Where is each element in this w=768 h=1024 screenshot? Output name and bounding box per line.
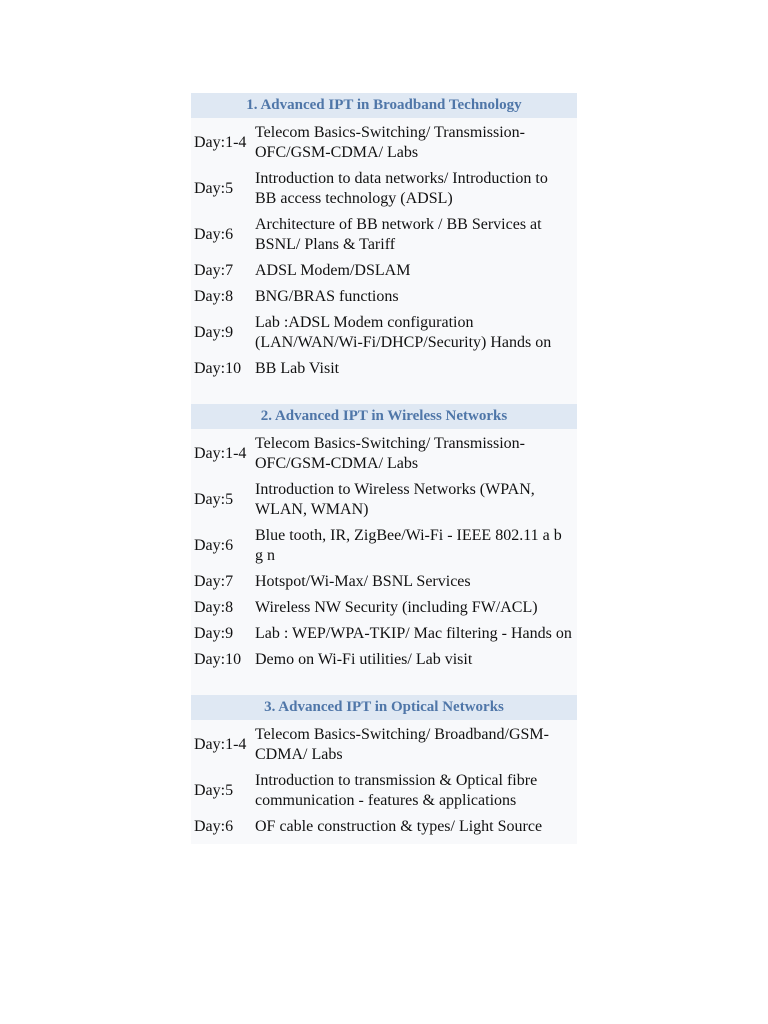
topic-text: Introduction to transmission & Optical fibre communication - features & applications: [255, 772, 538, 809]
topic-text: Lab :ADSL Modem configuration (LAN/WAN/Wi-Fi/DHCP/Security) Hands on: [255, 314, 552, 351]
topic-text: Hotspot/Wi-Max/ BSNL Services: [255, 573, 471, 590]
table-row: [191, 120, 577, 166]
table-row: [191, 569, 577, 595]
table-row: [191, 523, 577, 569]
section-wireless: [191, 404, 577, 695]
topic-text: Telecom Basics-Switching/ Broadband/GSM-CDMA/ Labs: [255, 726, 549, 763]
course-schedule-document: [191, 93, 577, 844]
day-label: Day:1-4: [194, 445, 247, 462]
schedule-table: [191, 720, 577, 844]
topic-text: Wireless NW Security (including FW/ACL): [255, 599, 538, 616]
table-row: [191, 258, 577, 284]
topic-text: OF cable construction & types/ Light Source: [255, 818, 543, 835]
day-label: Day:7: [194, 262, 234, 279]
section-title: 3. Advanced IPT in Optical Networks: [191, 695, 577, 720]
topic-text: Lab : WEP/WPA-TKIP/ Mac filtering - Hands on: [255, 625, 572, 642]
day-label: Day:6: [194, 537, 234, 554]
table-row: [191, 814, 577, 840]
day-label: Day:7: [194, 573, 234, 590]
table-row: [191, 595, 577, 621]
day-label: Day:5: [194, 491, 234, 508]
table-row: [191, 310, 577, 356]
day-label: Day:10: [194, 360, 242, 377]
day-label: Day:6: [194, 226, 234, 243]
table-row: [191, 356, 577, 382]
topic-text: ADSL Modem/DSLAM: [255, 262, 411, 279]
schedule-table: [191, 118, 577, 404]
topic-text: BB Lab Visit: [255, 360, 340, 377]
day-label: Day:1-4: [194, 134, 247, 151]
topic-text: BNG/BRAS functions: [255, 288, 399, 305]
topic-text: Telecom Basics-Switching/ Transmission-OFC/GSM-CDMA/ Labs: [255, 124, 525, 161]
table-row: [191, 768, 577, 814]
day-label: Day:5: [194, 782, 234, 799]
table-row: [191, 647, 577, 673]
topic-text: Introduction to Wireless Networks (WPAN, WLAN, WMAN): [255, 481, 535, 518]
topic-text: Telecom Basics-Switching/ Transmission-OFC/GSM-CDMA/ Labs: [255, 435, 525, 472]
section-optical: [191, 695, 577, 844]
topic-text: Demo on Wi-Fi utilities/ Lab visit: [255, 651, 473, 668]
table-row: [191, 477, 577, 523]
table-row: [191, 212, 577, 258]
table-row: [191, 284, 577, 310]
section-spacer: [191, 673, 577, 695]
topic-text: Architecture of BB network / BB Services at BSNL/ Plans & Tariff: [255, 216, 542, 253]
table-row: [191, 166, 577, 212]
day-label: Day:10: [194, 651, 242, 668]
day-label: Day:9: [194, 324, 234, 341]
day-label: Day:1-4: [194, 736, 247, 753]
day-label: Day:8: [194, 288, 234, 305]
section-spacer: [191, 382, 577, 404]
section-title: 2. Advanced IPT in Wireless Networks: [191, 404, 577, 429]
day-label: Day:8: [194, 599, 234, 616]
section-title: 1. Advanced IPT in Broadband Technology: [191, 93, 577, 118]
table-row: [191, 431, 577, 477]
schedule-table: [191, 429, 577, 695]
table-row: [191, 722, 577, 768]
section-broadband: [191, 93, 577, 404]
topic-text: Blue tooth, IR, ZigBee/Wi-Fi - IEEE 802.11 a b g n: [255, 527, 562, 564]
day-label: Day:6: [194, 818, 234, 835]
day-label: Day:9: [194, 625, 234, 642]
table-row: [191, 621, 577, 647]
day-label: Day:5: [194, 180, 234, 197]
topic-text: Introduction to data networks/ Introduction to BB access technology (ADSL): [255, 170, 548, 207]
